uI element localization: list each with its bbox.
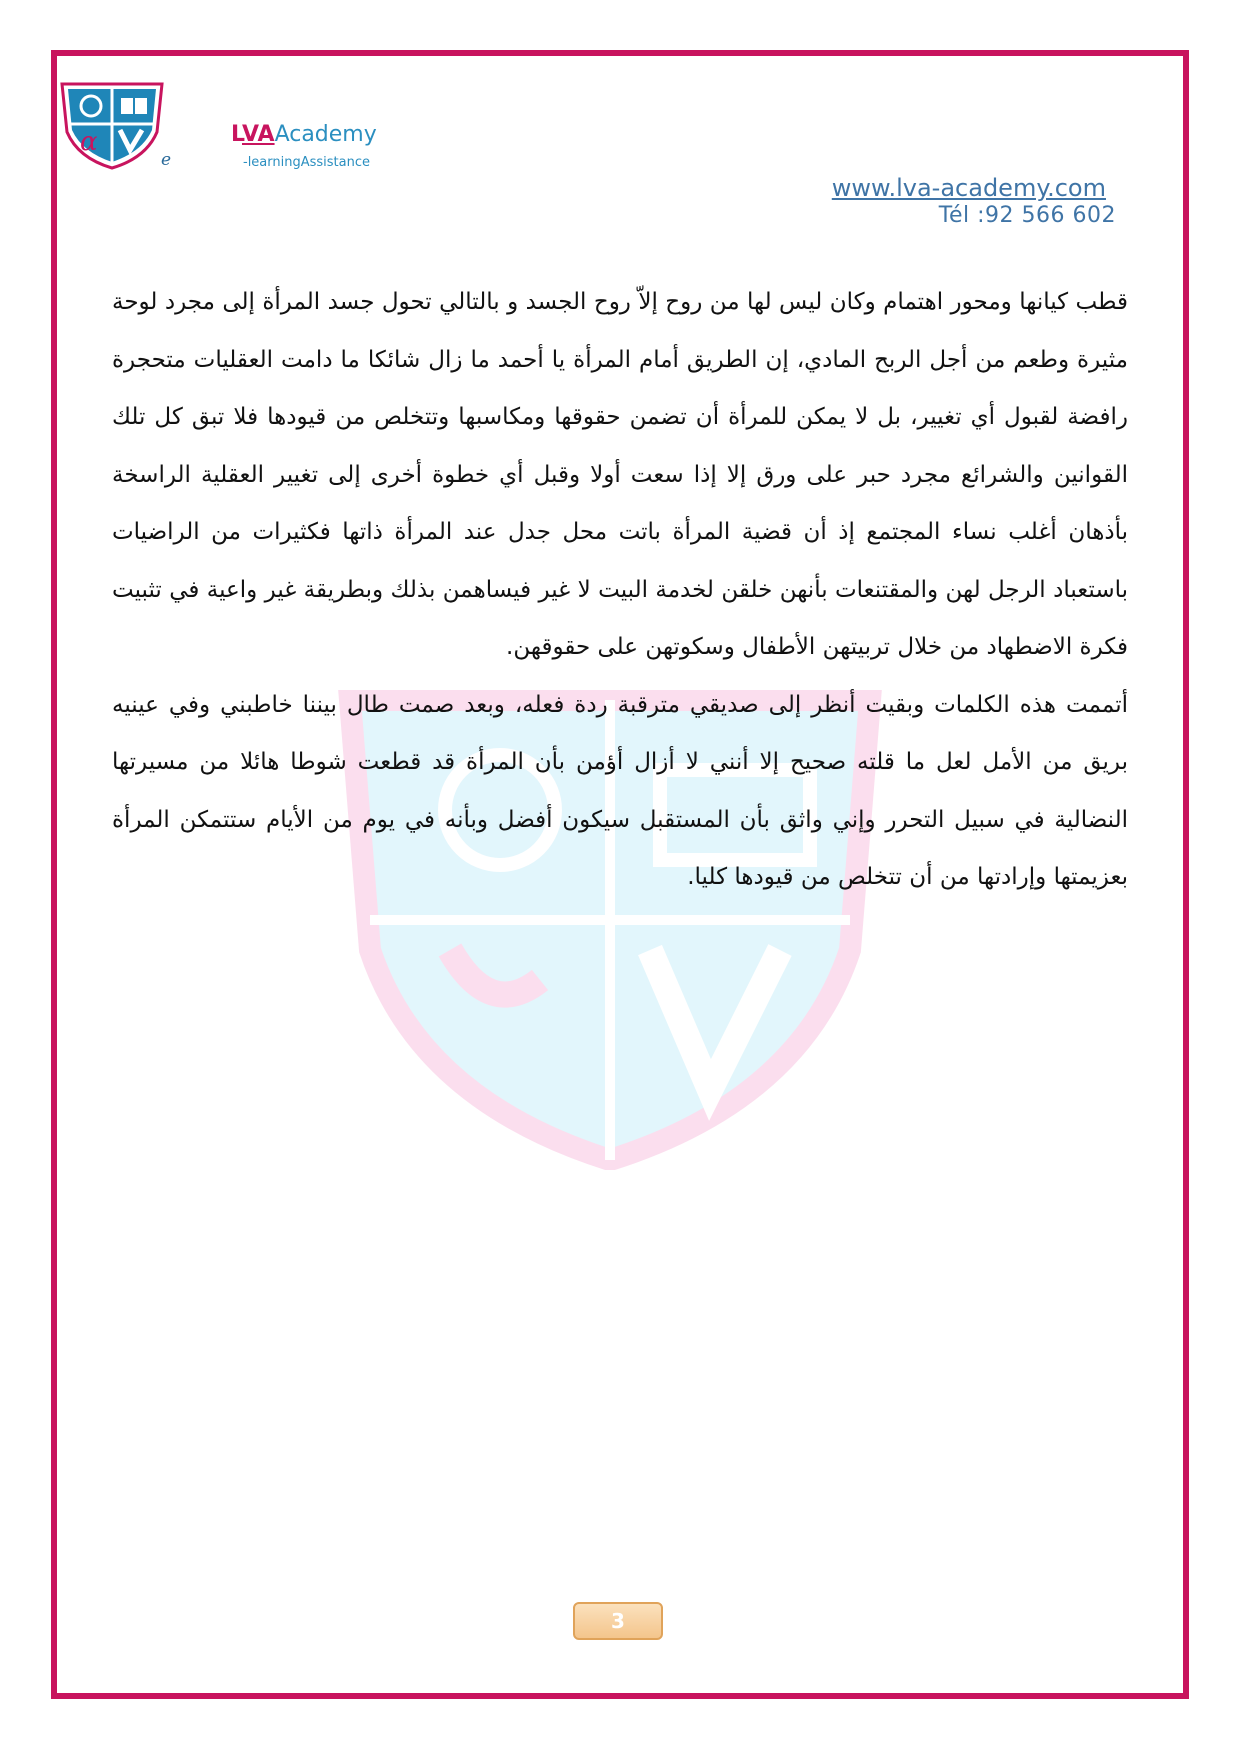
logo-suffix: e [161,150,172,170]
phone-number: Tél :92 566 602 [938,203,1116,228]
page-number-badge: 3 [573,1602,663,1640]
brand-l: L [231,122,242,147]
brand-va: VA [242,122,275,147]
lva-academy-logo [58,80,166,170]
logo-alpha-glyph: α [80,127,98,157]
brand-academy: Academy [274,122,377,147]
paragraph-2: أتممت هذه الكلمات وبقيت أنظر إلى صديقي مترقبة ردة فعله، وبعد صمت طال بيننا خاطبني وفي عينيه بريق من الأمل لعل ما قلته صحيح إلا أنني لا أزال أؤمن بأن المرأة قد قطعت شوطا هائلا من مسيرتها النضالية في سبيل التحرر وإني واثق بأن المستقبل سيكون أفضل وبأنه في يوم من الأيام ستتمكن المرأة بعزيمتها وإرادتها من أن تتخلص من قيودها كليا. [112,691,1128,890]
paragraph-1: قطب كيانها ومحور اهتمام وكان ليس لها من روح إلاّ روح الجسد و بالتالي تحول جسد المرأة إلى مجرد لوحة مثيرة وطعم من أجل الربح المادي، إن الطريق أمام المرأة يا أحمد ما زال شائكا ما دامت العقليات متحجرة رافضة لقبول أي تغيير، بل لا يمكن للمرأة أن تضمن حقوقها ومكاسبها وتتخلص من قيودها فلا تبق كل تلك القوانين والشرائع مجرد حبر على ورق إلا إذا سعت أولا وقبل أي خطوة أخرى إلى تغيير العقلية الراسخة بأذهان أغلب نساء المجتمع إذ أن قضية المرأة باتت محل جدل عند المرأة ذاتها فكثيرات من الراضيات باستعباد الرجل لهن والمقتنعات بأنهن خلقن لخدمة البيت لا غير فيساهمن بذلك وبطريقة غير واعية في تثبيت فكرة الاضطهاد من خلال تربيتهن الأطفال وسكوتهن على حقوقهن. [112,289,1128,660]
brand-name [231,122,377,148]
brand-tagline: -learningAssistance [243,155,370,170]
body-text [112,274,1128,907]
website-link[interactable]: www.lva-academy.com [831,174,1106,202]
